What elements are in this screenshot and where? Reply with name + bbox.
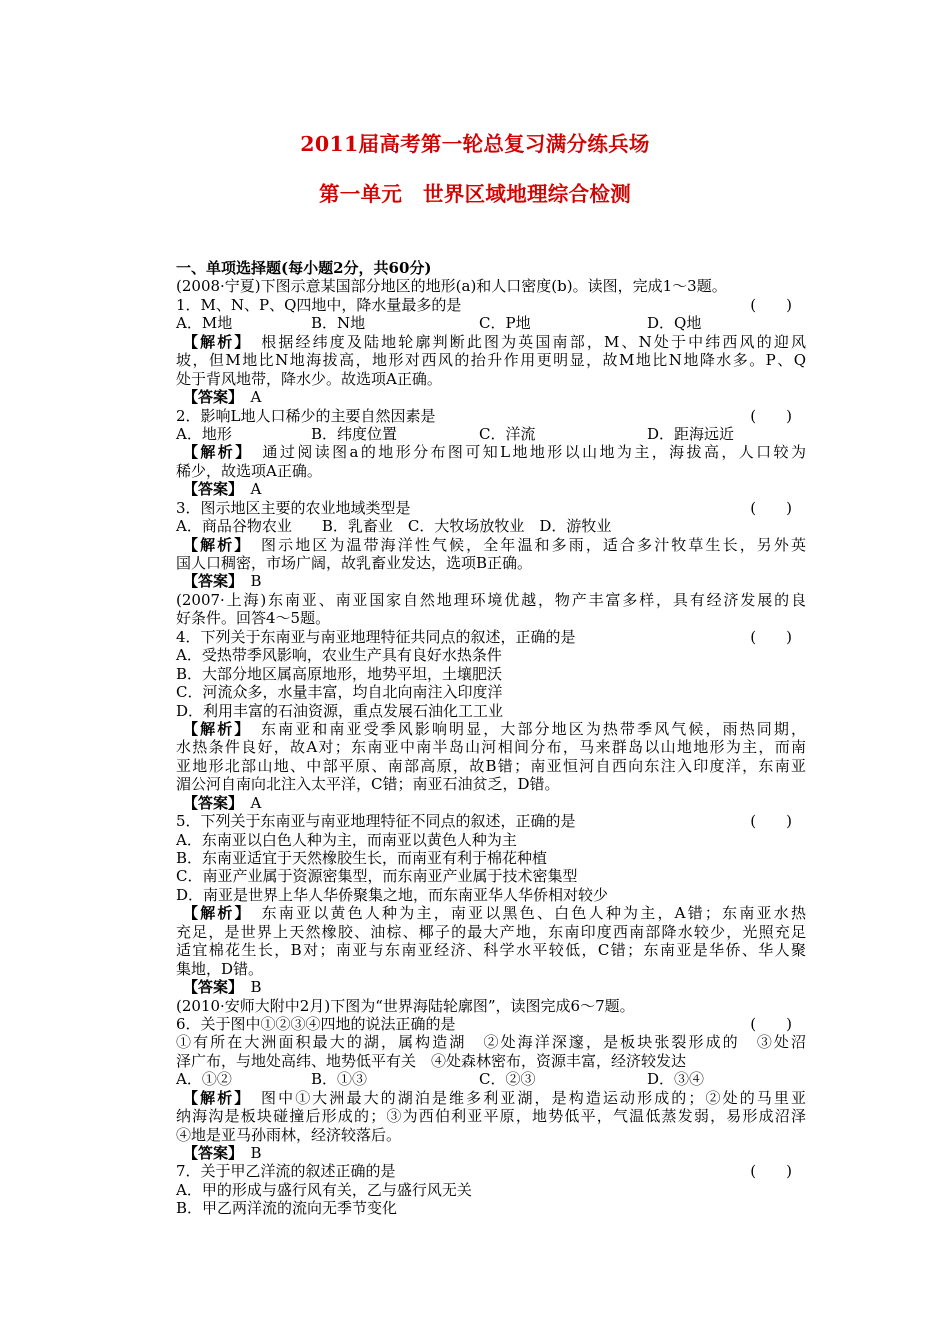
analysis-line: 【解析】 根据经纬度及陆地轮廓判断此图为英国南部，M、N处于中纬西风的迎风	[183, 332, 806, 351]
intro-2: (2007·上海)东南亚、南亚国家自然地理环境优越，物产丰富多样，具有经济发展的良	[176, 590, 806, 609]
answer-label: 【答案】	[183, 978, 236, 997]
question-7	[176, 1162, 806, 1180]
question-2-stem: 2．影响L地人口稀少的主要自然因素是	[176, 406, 436, 425]
analysis-line: 【解析】 东南亚以黄色人种为主，南亚以黑色、白色人种为主，A错；东南亚水热	[183, 904, 806, 923]
answer-label: 【答案】	[183, 1144, 236, 1162]
analysis-line: 国人口稠密，市场广阔，故乳畜业发达，选项B正确。	[176, 554, 533, 572]
statement-line: ①有所在大洲面积最大的湖，属构造湖 ②处海洋深邃，是板块张裂形成的 ③处沼	[176, 1033, 806, 1052]
intro-3: (2010·安师大附中2月)下图为“世界海陆轮廓图”，读图完成6～7题。	[176, 996, 635, 1015]
intro-1: (2008·宁夏)下图示意某国部分地区的地形(a)和人口密度(b)。读图，完成1～3题。	[176, 277, 727, 296]
analysis-line: 【解析】 通过阅读图a的地形分布图可知L地地形以山地为主，海拔高，人口较为	[183, 443, 806, 462]
question-1-stem: 1．M、N、P、Q四地中，降水量最多的是	[176, 295, 462, 314]
answer-bracket: ( )	[750, 1014, 792, 1033]
answer-line	[176, 388, 806, 406]
option: A．地形	[176, 424, 232, 443]
option: B．N地	[311, 314, 366, 333]
answer-value: B	[250, 572, 262, 591]
answer-label: 【答案】	[183, 572, 236, 591]
question-6-stem: 6．关于图中①②③④四地的说法正确的是	[176, 1014, 456, 1033]
analysis-line: 亚地形北部山地、中部平原、南部高原，故B错；南亚恒河自西向东注入印度洋，东南亚	[176, 756, 806, 775]
option: B．纬度位置	[311, 424, 398, 443]
analysis-label: 【解析】	[183, 1088, 244, 1107]
analysis-line: 集地，D错。	[176, 959, 264, 978]
question-3	[176, 499, 806, 517]
option: B．东南亚适宜于天然橡胶生长，而南亚有利于棉花种植	[176, 849, 548, 867]
analysis-line: 坡，但M地比N地海拔高，地形对西风的抬升作用更明显，故M地比N地降水多。P、Q	[176, 351, 806, 370]
answer-value: A	[250, 480, 262, 499]
option: A．M地	[176, 314, 233, 333]
answer-value: A	[250, 793, 262, 812]
analysis-label: 【解析】	[183, 443, 246, 462]
answer-bracket: ( )	[750, 1162, 792, 1181]
question-6-options	[176, 1070, 806, 1088]
option: C．洋流	[479, 424, 536, 443]
question-1-options	[176, 314, 806, 332]
analysis-line: ④地是亚马孙雨林，经济较落后。	[176, 1125, 402, 1144]
option: D．③④	[647, 1070, 705, 1089]
document-title: 2011届高考第一轮总复习满分练兵场	[300, 132, 650, 156]
answer-bracket: ( )	[750, 498, 792, 517]
answer-bracket: ( )	[750, 406, 792, 425]
answer-value: A	[250, 388, 262, 407]
option: C．南亚产业属于资源密集型，而东南亚产业属于技术密集型	[176, 867, 578, 886]
question-3-options: A．商品谷物农业 B．乳畜业 C．大牧场放牧业 D．游牧业	[176, 517, 612, 536]
answer-bracket: ( )	[750, 295, 792, 314]
intro-2-cont: 好条件。回答4～5题。	[176, 609, 331, 628]
option: B．①③	[311, 1070, 368, 1089]
question-4-stem: 4．下列关于东南亚与南亚地理特征共同点的叙述，正确的是	[176, 627, 576, 646]
answer-line	[176, 978, 806, 996]
option: A．①②	[176, 1070, 232, 1089]
analysis-label: 【解析】	[183, 332, 245, 351]
answer-value: B	[250, 1144, 262, 1162]
answer-label: 【答案】	[183, 480, 236, 499]
question-2	[176, 407, 806, 425]
analysis-line: 【解析】 图中①大洲最大的湖泊是维多利亚湖，是构造运动形成的；②处的马里亚	[183, 1088, 806, 1107]
answer-bracket: ( )	[750, 627, 792, 646]
analysis-line: 稀少，故选项A正确。	[176, 461, 322, 480]
analysis-line: 纳海沟是板块碰撞后形成的；③为西伯利亚平原，地势低平，气温低蒸发弱，易形成沼泽	[176, 1107, 806, 1126]
option: A．甲的形成与盛行风有关，乙与盛行风无关	[176, 1180, 472, 1199]
answer-bracket: ( )	[750, 812, 792, 831]
option: C．②③	[479, 1070, 536, 1089]
option: A．受热带季风影响，农业生产具有良好水热条件	[176, 646, 502, 665]
option: D．南亚是世界上华人华侨聚集之地，而东南亚华人华侨相对较少	[176, 885, 609, 904]
analysis-line: 湄公河自南向北注入太平洋，C错；南亚石油贫乏，D错。	[176, 775, 560, 794]
statement-line: 泽广布，与地处高纬、地势低平有关 ④处森林密布，资源丰富，经济较发达	[176, 1051, 687, 1070]
document-subtitle: 第一单元 世界区域地理综合检测	[319, 182, 631, 206]
question-1	[176, 296, 806, 314]
option: C．P地	[479, 314, 531, 333]
option: C．河流众多，水量丰富，均自北向南注入印度洋	[176, 683, 503, 702]
question-5-stem: 5．下列关于东南亚与南亚地理特征不同点的叙述，正确的是	[176, 812, 576, 831]
analysis-label: 【解析】	[183, 904, 245, 923]
analysis-label: 【解析】	[183, 535, 244, 554]
answer-line	[176, 572, 806, 590]
analysis-line: 水热条件良好，故A对；东南亚中南半岛山河相间分布，马来群岛以山地地形为主，而南	[176, 738, 806, 757]
answer-line	[176, 794, 806, 812]
question-2-options	[176, 425, 806, 443]
answer-value: B	[250, 978, 262, 997]
analysis-line: 充足，是世界上天然橡胶、油棕、椰子的最大产地，东南印度西南部降水较少，光照充足	[176, 922, 806, 941]
analysis-line: 【解析】 图示地区为温带海洋性气候，全年温和多雨，适合多汁牧草生长，另外英	[183, 535, 806, 554]
document-body	[176, 259, 806, 1218]
option: D．利用丰富的石油资源，重点发展石油化工工业	[176, 701, 504, 720]
question-3-stem: 3．图示地区主要的农业地域类型是	[176, 498, 411, 517]
answer-label: 【答案】	[183, 793, 236, 812]
analysis-line: 适宜棉花生长，B对；南亚与东南亚经济、科学水平较低，C错；东南亚是华侨、华人聚	[176, 941, 806, 960]
question-7-stem: 7．关于甲乙洋流的叙述正确的是	[176, 1162, 396, 1181]
option: B．甲乙两洋流的流向无季节变化	[176, 1199, 398, 1218]
option: B．大部分地区属高原地形，地势平坦，土壤肥沃	[176, 664, 503, 683]
option: A．东南亚以白色人种为主，而南亚以黄色人种为主	[176, 830, 517, 849]
answer-label: 【答案】	[183, 388, 236, 407]
answer-line	[176, 480, 806, 498]
section-heading: 一、单项选择题(每小题2分，共60分)	[176, 259, 432, 277]
question-5	[176, 812, 806, 830]
analysis-label: 【解析】	[183, 719, 244, 738]
answer-line	[176, 1144, 806, 1162]
option: D．Q地	[647, 314, 702, 333]
question-6	[176, 1015, 806, 1033]
analysis-line: 处于背风地带，降水少。故选项A正确。	[176, 369, 442, 388]
analysis-line: 【解析】 东南亚和南亚受季风影响明显，大部分地区为热带季风气候，雨热同期，	[183, 719, 806, 738]
option: D．距海远近	[647, 424, 735, 443]
question-4	[176, 628, 806, 646]
